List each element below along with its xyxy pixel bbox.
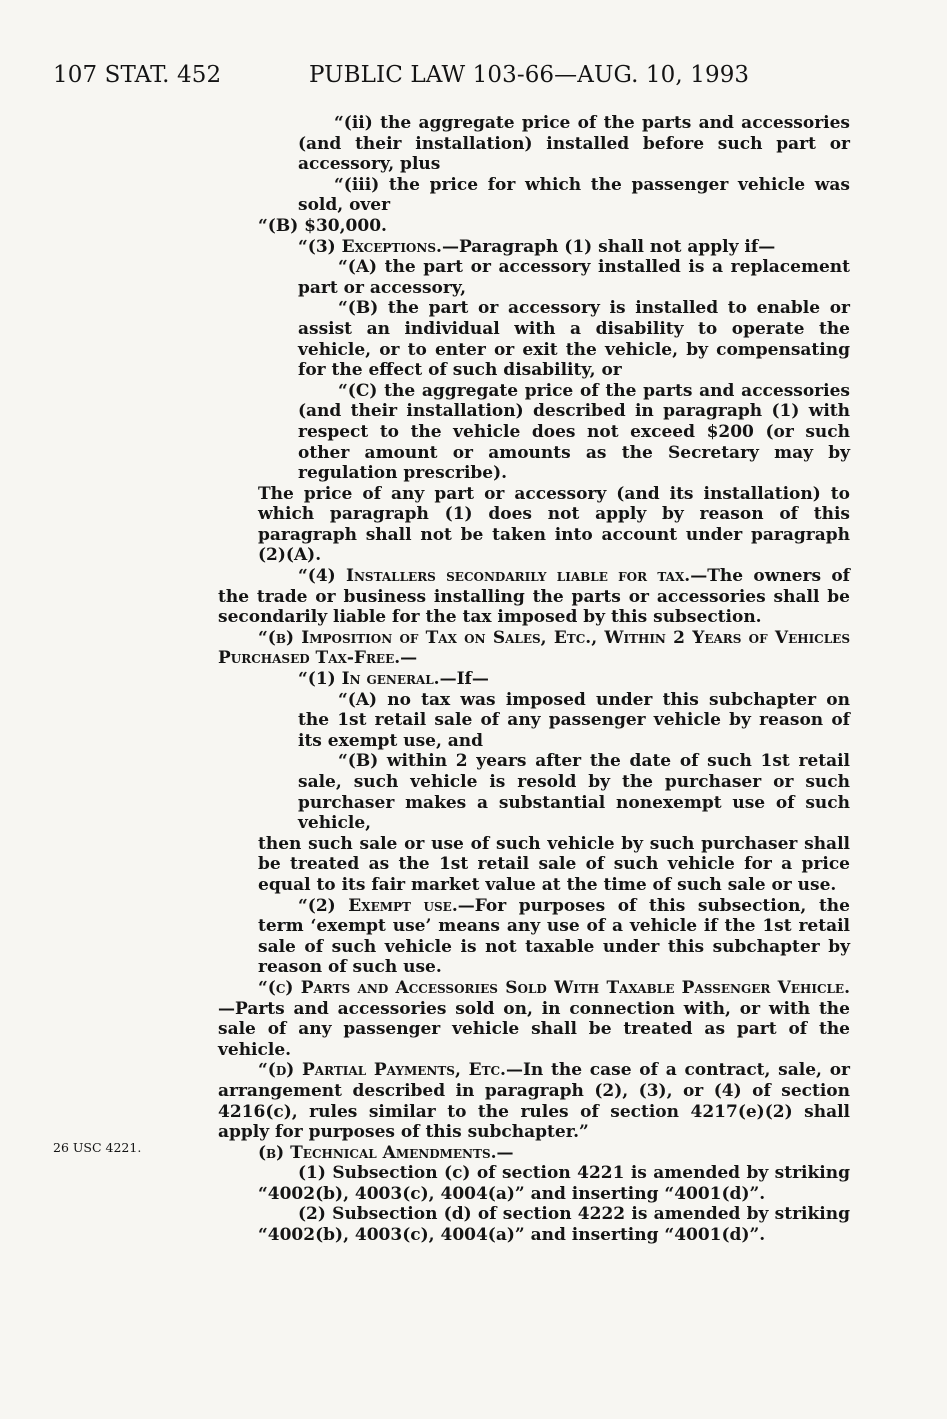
running-header: PUBLIC LAW 103-66—AUG. 10, 1993	[309, 62, 750, 88]
subsection-b-heading: “(b) Imposition of Tax on Sales, Etc., Within 2 Years of Vehicles Purchased Tax-Free.	[218, 627, 850, 669]
subsection-b-1	[218, 669, 850, 690]
paragraph-3-flush: The price of any part or accessory (and its installation) to which paragraph (1) does not apply by reason of this paragraph shall not be taken into account under paragraph (2)(A).	[258, 483, 850, 566]
subsection-d-heading: “(d) Partial Payments, Etc.	[258, 1060, 506, 1081]
paragraph-3	[218, 237, 850, 258]
technical-amendments-heading: (b) Technical Amendments.	[258, 1142, 497, 1163]
page-stat-number: 107 STAT. 452	[53, 62, 222, 88]
technical-amendments	[218, 1143, 850, 1164]
subsection-d	[218, 1060, 850, 1142]
subsection-c-body: —Parts and accessories sold on, in connection with, or with the sale of any passenger vehicle shall be treated as part of the vehicle.	[218, 998, 850, 1060]
subparagraph-b-amount: “(B) $30,000.	[258, 215, 387, 236]
clause-iii: “(iii) the price for which the passenger vehicle was sold, over	[298, 174, 850, 216]
subsection-b-1-b: “(B) within 2 years after the date of such 1st retail sale, such vehicle is resold by the purchaser or such purchaser makes a substantial nonexempt use of such vehicle,	[298, 751, 850, 834]
amendment-2: (2) Subsection (d) of section 4222 is amended by striking “4002(b), 4003(c), 4004(a)” and inserting “4001(d)”.	[258, 1204, 850, 1246]
paragraph-3-heading: “(3) Exceptions.	[298, 236, 442, 257]
technical-amendments-dash: —	[496, 1142, 514, 1163]
paragraph-3-b: “(B) the part or accessory is installed to enable or assist an individual with a disability to operate the vehicle, or to enter or exit the vehicle, by compensating for the effect of such disability, or	[298, 298, 850, 381]
subsection-b-1-a: “(A) no tax was imposed under this subchapter on the 1st retail sale of any passenger vehicle by reason of its exempt use, and	[298, 689, 850, 751]
paragraph-3-body: —Paragraph (1) shall not apply if—	[441, 236, 776, 257]
statute-text	[218, 113, 850, 1246]
subsection-b-1-flush: then such sale or use of such vehicle by such purchaser shall be treated as the 1st retail sale of such vehicle for a price equal to its fair market value at the time of such sale or use.	[258, 833, 850, 895]
clause-ii: “(ii) the aggregate price of the parts and accessories (and their installation) installed before such part or accessory, plus	[298, 113, 850, 175]
subsection-d-body: —In the case of a contract, sale, or arrangement described in paragraph (2), (3), or (4) of section 4216(c), rules similar to the rules of section 4217(e)(2) shall apply for purposes of this subchapter.”	[218, 1060, 850, 1143]
subsection-b-2-body: —For purposes of this subsection, the term ‘exempt use’ means any use of a vehicle if the 1st retail sale of such vehicle is not taxable under this subchapter by reason of such use.	[258, 895, 850, 978]
subsection-b	[218, 628, 850, 669]
paragraph-3-a: “(A) the part or accessory installed is a replacement part or accessory,	[298, 257, 850, 298]
subsection-b-dash: —	[400, 648, 418, 669]
subsection-c	[218, 978, 850, 1060]
subsection-b-1-heading: “(1) In general.	[298, 669, 440, 690]
subsection-b-1-body: —If—	[439, 669, 489, 690]
paragraph-4-body: —The owners of the trade or business installing the parts or accessories shall be secondarily liable for the tax imposed by this subsection.	[218, 566, 850, 628]
subsection-c-heading: “(c) Parts and Accessories Sold With Taxable Passenger Vehicle.	[258, 977, 850, 998]
margin-citation: 26 USC 4221.	[53, 1140, 142, 1155]
subsection-b-2	[218, 896, 850, 978]
subsection-b-2-heading: “(2) Exempt use.	[298, 895, 458, 916]
paragraph-3-c: “(C) the aggregate price of the parts and accessories (and their installation) described in paragraph (1) with respect to the vehicle does not exceed $200 (or such other amount or amounts as the Secretary may by regulation prescribe).	[298, 380, 850, 484]
paragraph-4-heading: “(4) Installers secondarily liable for tax.	[298, 566, 691, 587]
paragraph-4	[218, 566, 850, 628]
amendment-1: (1) Subsection (c) of section 4221 is amended by striking “4002(b), 4003(c), 4004(a)” and inserting “4001(d)”.	[258, 1163, 850, 1204]
